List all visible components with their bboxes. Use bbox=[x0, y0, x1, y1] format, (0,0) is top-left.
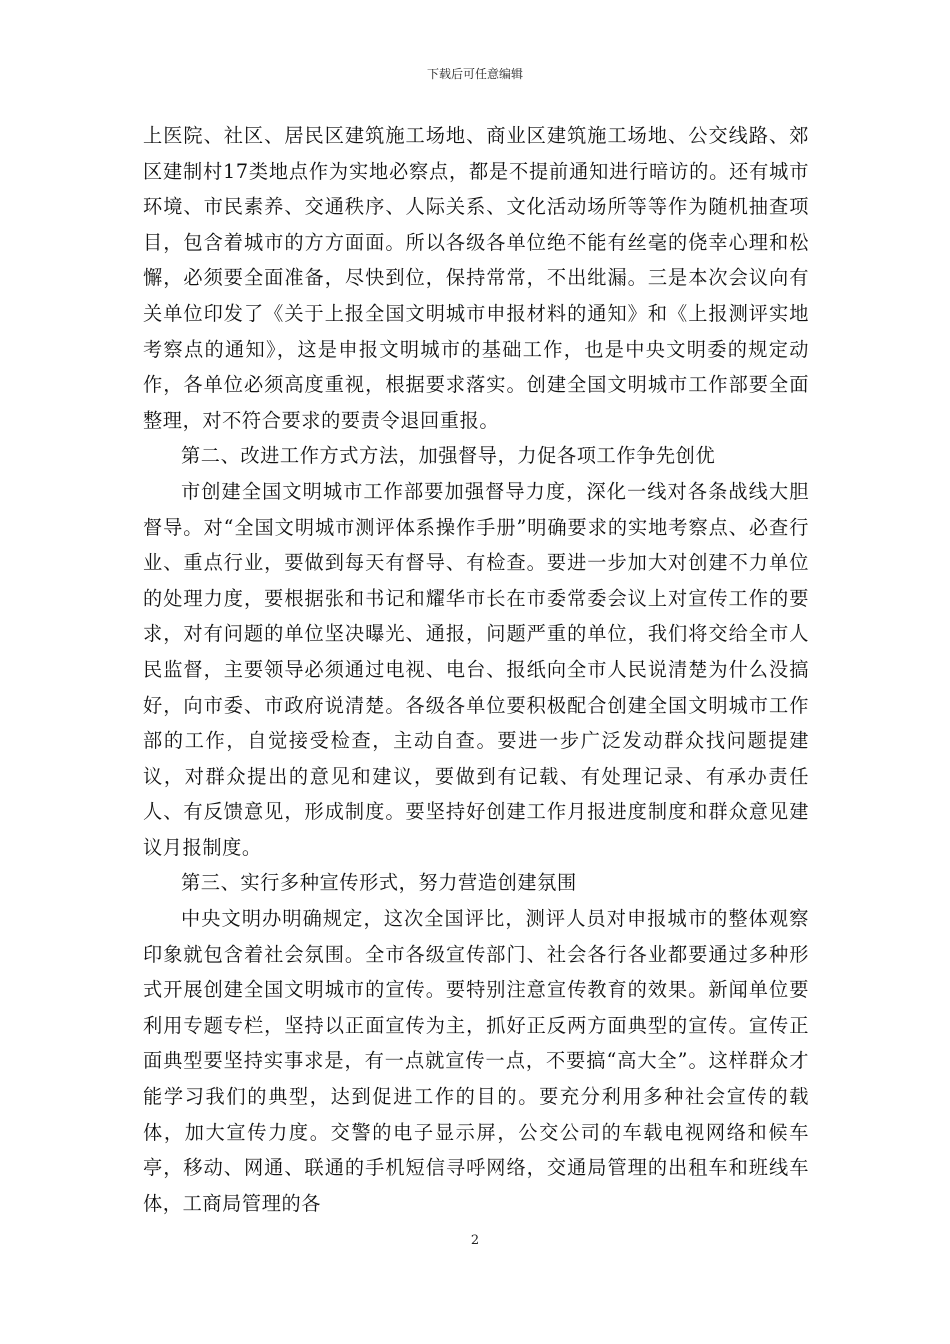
paragraph-publicity: 中央文明办明确规定，这次全国评比，测评人员对申报城市的整体观察印象就包含着社会氛围。全市各级宣传部门、社会各行各业都要通过多种形式开展创建全国文明城市的宣传。要特别注意宣传教育的效果。新闻单位要利用专题专栏，坚持以正面宣传为主，抓好正反两方面典型的宣传。宣传正面典型要坚持实事求是，有一点就宣传一点，不要搞“高大全”。这样群众才能学习我们的典型，达到促进工作的目的。要充分利用多种社会宣传的载体，加大宣传力度。交警的电子显示屏，公交公司的车载电视网络和候车亭，移动、网通、联通的手机短信寻呼网络，交通局管理的出租车和班线车体，工商局管理的各 bbox=[143, 907, 809, 1215]
document-body bbox=[143, 118, 809, 1221]
section-heading-two: 第二、改进工作方式方法，加强督导，力促各项工作争先创优 bbox=[181, 444, 716, 468]
section-heading-three: 第三、实行多种宣传形式，努力营造创建氛围 bbox=[181, 871, 577, 895]
paragraph-continuation: 上医院、社区、居民区建筑施工场地、商业区建筑施工场地、公交线路、郊区建制村17类地点作为实地必察点，都是不提前通知进行暗访的。还有城市环境、市民素养、交通秩序、人际关系、文化活动场所等等作为随机抽查项目，包含着城市的方方面面。所以各级各单位绝不能有丝毫的侥幸心理和松懈，必须要全面准备，尽快到位，保持常常，不出纰漏。三是本次会议向有关单位印发了《关于上报全国文明城市申报材料的通知》和《上报测评实地考察点的通知》，这是申报文明城市的基础工作，也是中央文明委的规定动作，各单位必须高度重视，根据要求落实。创建全国文明城市工作部要全面整理，对不符合要求的要责令退回重报。 bbox=[143, 124, 809, 432]
page-header: 下载后可任意编辑 bbox=[426, 67, 523, 81]
page-number: 2 bbox=[470, 1233, 480, 1248]
paragraph-supervision: 市创建全国文明城市工作部要加强督导力度，深化一线对各条战线大胆督导。对“全国文明城市测评体系操作手册”明确要求的实地考察点、必查行业、重点行业，要做到每天有督导、有检查。要进一步加大对创建不力单位的处理力度，要根据张和书记和耀华市长在市委常委会议上对宣传工作的要求，对有问题的单位坚决曝光、通报，问题严重的单位，我们将交给全市人民监督，主要领导必须通过电视、电台、报纸向全市人民说清楚为什么没搞好，向市委、市政府说清楚。各级各单位要积极配合创建全国文明城市工作部的工作，自觉接受检查，主动自查。要进一步广泛发动群众找问题提建议，对群众提出的意见和建议，要做到有记载、有处理记录、有承办责任人、有反馈意见，形成制度。要坚持好创建工作月报进度制度和群众意见建议月报制度。 bbox=[143, 479, 809, 859]
